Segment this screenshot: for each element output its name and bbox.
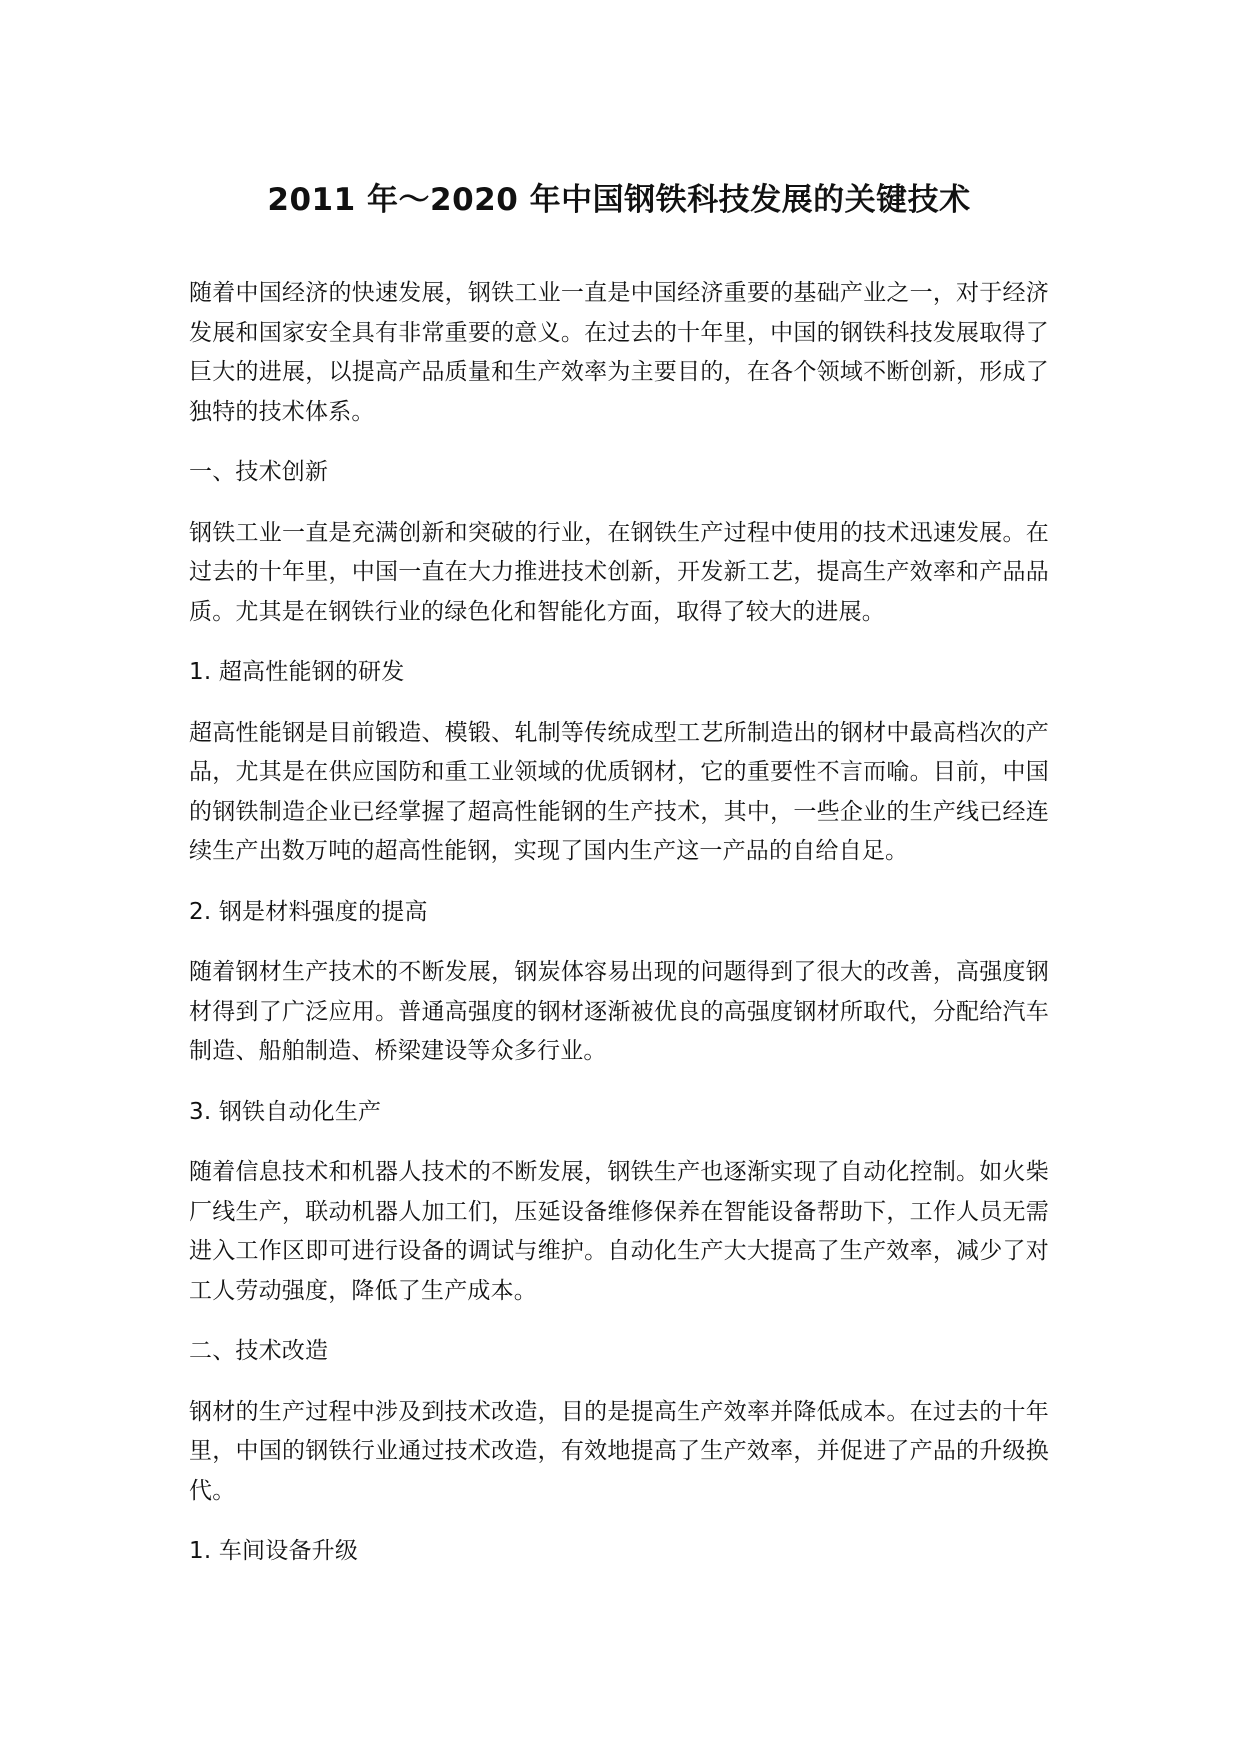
- subsection-heading-automation: 3. 钢铁自动化生产: [189, 1098, 382, 1125]
- section-heading-tech-renovation: 二、技术改造: [189, 1338, 329, 1364]
- section-heading-tech-innovation: 一、技术创新: [189, 459, 329, 485]
- section-body-tech-innovation: 钢铁工业一直是充满创新和突破的行业，在钢铁生产过程中使用的技术迅速发展。在过去的十年里，中国一直在大力推进技术创新，开发新工艺，提高生产效率和产品品质。尤其是在钢铁行业的绿色化和智能化方面，取得了较大的进展。: [189, 519, 1049, 625]
- document-content: [189, 178, 1049, 1593]
- subsection-heading-workshop-upgrade: 1. 车间设备升级: [189, 1538, 359, 1564]
- subsection-body-material-strength: 随着钢材生产技术的不断发展，钢炭体容易出现的问题得到了很大的改善，高强度钢材得到了广泛应用。普通高强度的钢材逐渐被优良的高强度钢材所取代，分配给汽车制造、船舶制造、桥梁建设等众多行业。: [189, 959, 1049, 1064]
- subsection-heading-ultra-high-performance-steel: 1. 超高性能钢的研发: [189, 659, 405, 685]
- subsection-body-automation: 随着信息技术和机器人技术的不断发展，钢铁生产也逐渐实现了自动化控制。如火柴厂线生产，联动机器人加工们，压延设备维修保养在智能设备帮助下，工作人员无需进入工作区即可进行设备的调试与维护。自动化生产大大提高了生产效率，减少了对工人劳动强度，降低了生产成本。: [189, 1159, 1049, 1304]
- document-title: 2011 年～2020 年中国钢铁科技发展的关键技术: [267, 182, 971, 218]
- subsection-body-ultra-high-performance-steel: 超高性能钢是目前锻造、模锻、轧制等传统成型工艺所制造出的钢材中最高档次的产品，尤其是在供应国防和重工业领域的优质钢材，它的重要性不言而喻。目前，中国的钢铁制造企业已经掌握了超高性能钢的生产技术，其中，一些企业的生产线已经连续生产出数万吨的超高性能钢，实现了国内生产这一产品的自给自足。: [189, 719, 1049, 864]
- subsection-heading-material-strength: 2. 钢是材料强度的提高: [189, 898, 428, 925]
- intro-paragraph: 随着中国经济的快速发展，钢铁工业一直是中国经济重要的基础产业之一，对于经济发展和国家安全具有非常重要的意义。在过去的十年里，中国的钢铁科技发展取得了巨大的进展，以提高产品质量和生产效率为主要目的，在各个领域不断创新，形成了独特的技术体系。: [189, 280, 1049, 425]
- section-body-tech-renovation: 钢材的生产过程中涉及到技术改造，目的是提高生产效率并降低成本。在过去的十年里，中国的钢铁行业通过技术改造，有效地提高了生产效率，并促进了产品的升级换代。: [189, 1398, 1049, 1504]
